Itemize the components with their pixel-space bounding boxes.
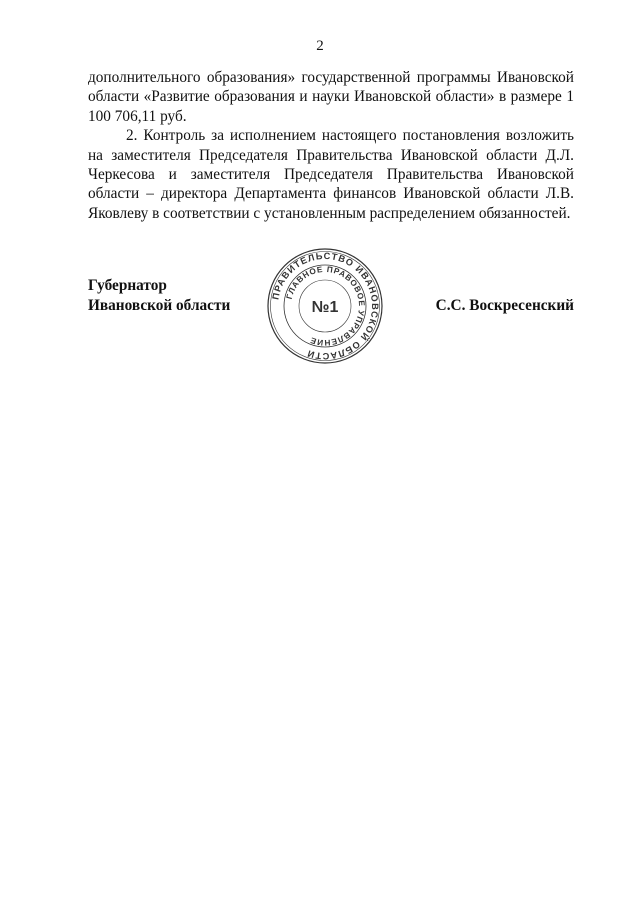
page-number: 2 [316, 38, 324, 54]
seal-inner-text: ГЛАВНОЕ ПРАВОВОЕ УПРАВЛЕНИЕ [284, 264, 367, 348]
seal-number: №1 [311, 299, 339, 316]
signatory-title [88, 276, 230, 316]
seal-outer-text: ПРАВИТЕЛЬСТВО ИВАНОВСКОЙ ОБЛАСТИ [270, 250, 381, 362]
signature-block [88, 250, 574, 366]
official-seal-stamp [265, 246, 385, 366]
signatory-title-line-2: Ивановской области [88, 297, 231, 314]
paragraph-continued: дополнительного образования» государственной программы Ивановской области «Развитие образования и науки Ивановской области» в размере 1 100 706,11 руб. [88, 69, 574, 125]
document-body [88, 68, 574, 223]
signatory-name: С.С. Воскресенский [435, 297, 574, 314]
paragraph-control-clause: 2. Контроль за исполнением настоящего постановления возложить на заместителя Председателя Правительства Ивановской области Д.Л. Черкесова и заместителя Председателя Правительства Ивановской области – директора Департамента финансов Ивановской области Л.В. Яковлеву в соответствии с установленным распределением обязанностей. [88, 127, 574, 222]
signatory-title-line-1: Губернатор [88, 277, 167, 294]
